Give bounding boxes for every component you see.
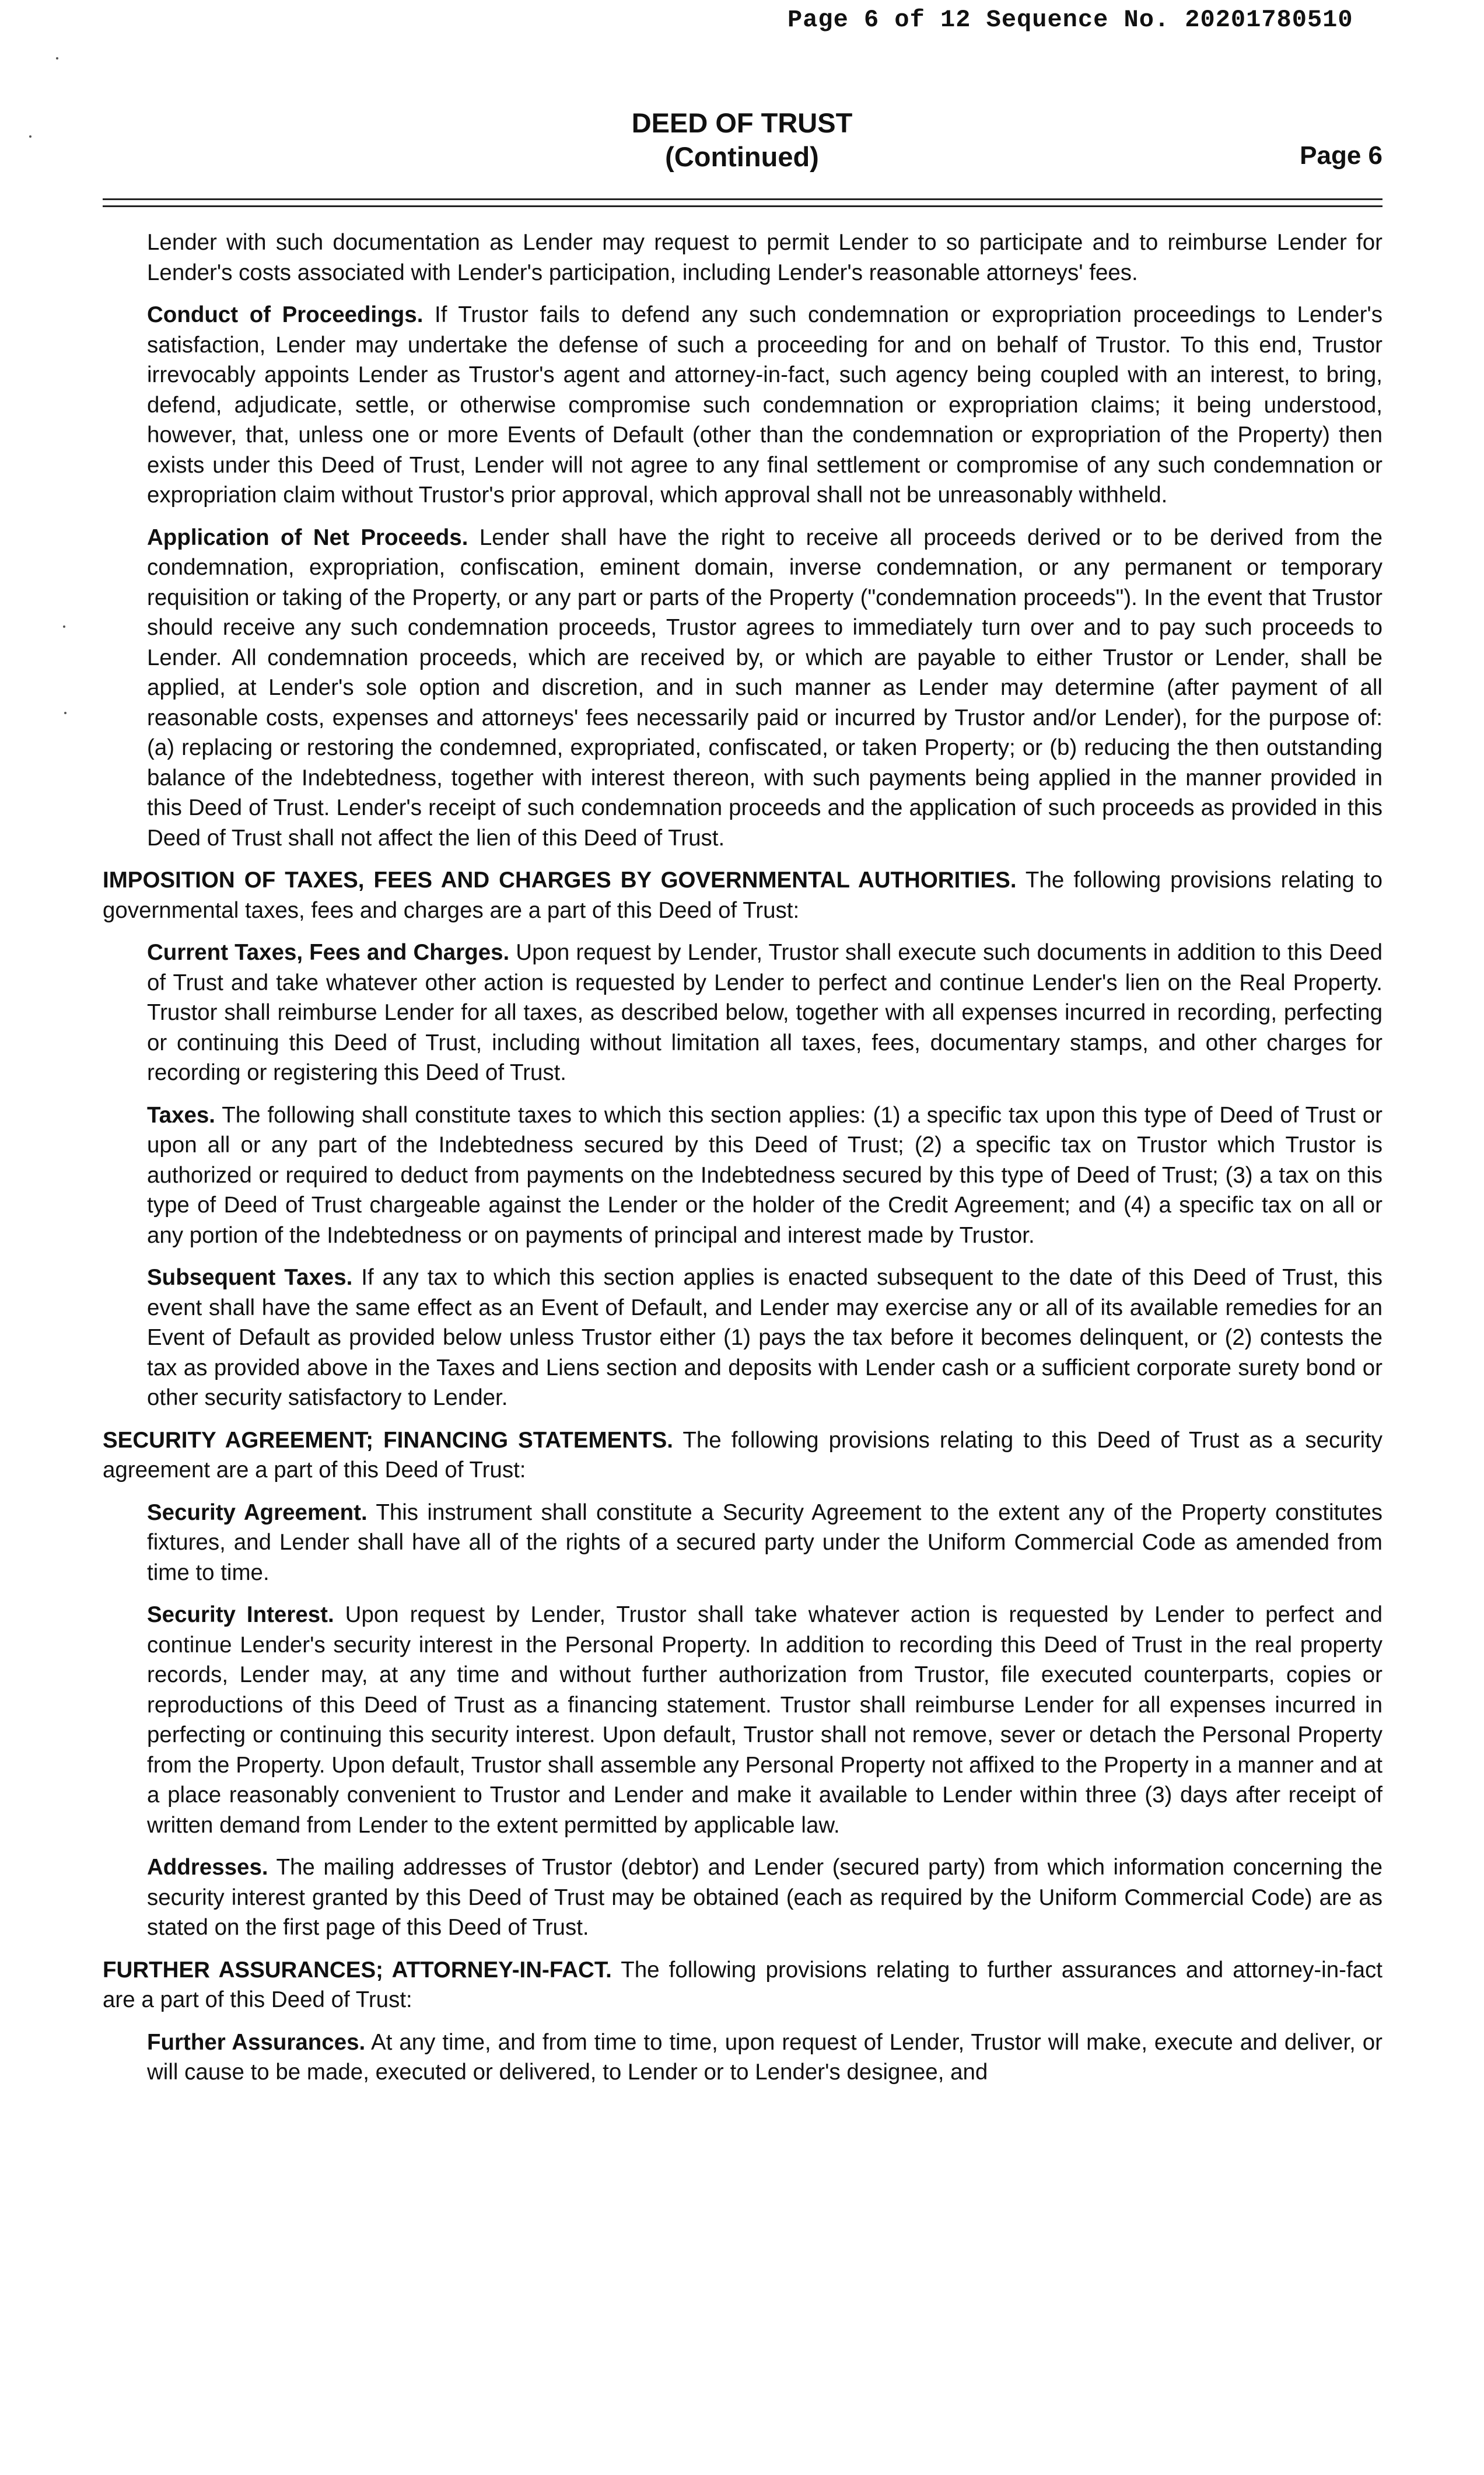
section-intro-text: The following provisions relating to further assurances and attorney-in-fact are a part of this Deed of Trust:: [103, 1957, 1382, 2012]
paragraph-text: The following shall constitute taxes to which this section applies: (1) a specific tax upon this type of Deed of Trust or upon all or any part of the Indebtedness secured by this Deed of Trust; (2) a specific tax on Trustor which Trustor is authorized or required to deduct from payments on the Indebtedness secured by this type of Deed of Trust; (3) a tax on this type of Deed of Trust chargeable against the Lender or the holder of the Credit Agreement; and (4) a specific tax on all or any portion of the Indebtedness or on payments of principal and interest made by Trustor.: [147, 1102, 1382, 1248]
paragraph-addresses: [103, 1852, 1382, 1943]
paragraph-conduct-of-proceedings: [103, 300, 1382, 511]
header-rule-bottom: [103, 205, 1382, 207]
document-title: DEED OF TRUST: [631, 107, 853, 138]
paragraph-text: If Trustor fails to defend any such condemnation or expropriation proceedings to Lender's satisfaction, Lender may undertake the defense of such a proceeding for and on behalf of Trustor. To this end, Trustor irrevocably appoints Lender as Trustor's agent and attorney-in-fact, such agency being coupled with an interest, to bring, defend, adjudicate, settle, or otherwise compromise such condemnation or expropriation claims; it being understood, however, that, unless one or more Events of Default (other than the condemnation or expropriation of the Property) then exists under this Deed of Trust, Lender will not agree to any final settlement or compromise of any such condemnation or expropriation claim without Trustor's prior approval, which approval shall not be unreasonably withheld.: [147, 302, 1383, 508]
paragraph-heading: Taxes.: [147, 1102, 216, 1128]
paragraph-current-taxes: [103, 938, 1382, 1088]
paragraph-text: This instrument shall constitute a Security Agreement to the extent any of the Property constitutes fixtures, and Lender shall have all of the rights of a secured party under the Uniform Commercial Code as amended from time to time.: [147, 1499, 1382, 1585]
paragraph-security-agreement: [103, 1498, 1382, 1588]
paragraph-heading: Application of Net Proceeds.: [147, 525, 468, 550]
scan-speck: [56, 57, 58, 60]
paragraph-taxes: [103, 1100, 1382, 1251]
scan-speck: [29, 135, 32, 138]
section-further-assurances: [103, 1955, 1382, 2015]
section-intro-text: The following provisions relating to governmental taxes, fees and charges are a part of this Deed of Trust:: [103, 868, 1382, 923]
paragraph-heading: Further Assurances.: [147, 2029, 366, 2055]
paragraph-heading: Subsequent Taxes.: [147, 1265, 353, 1290]
paragraph-heading: Addresses.: [147, 1855, 268, 1880]
paragraph-text: Lender with such documentation as Lender may request to permit Lender to so participate and to reimburse Lender for Lender's costs associated with Lender's participation, including Lender's reasonable attorneys' fees.: [147, 230, 1382, 285]
paragraph-heading: Security Interest.: [147, 1602, 334, 1627]
paragraph-text: Upon request by Lender, Trustor shall take whatever action is requested by Lender to perfect and continue Lender's security interest in the Personal Property. In addition to recording this Deed of Trust in the real property records, Lender may, at any time and without further authorization from Trustor, file executed counterparts, copies or reproductions of this Deed of Trust as a financing statement. Trustor shall reimburse Lender for all expenses incurred in perfecting or continuing this security interest. Upon default, Trustor shall not remove, sever or detach the Personal Property from the Property. Upon default, Trustor shall assemble any Personal Property not affixed to the Property in a manner and at a place reasonably convenient to Trustor and Lender and make it available to Lender within three (3) days after receipt of written demand from Lender to the extent permitted by applicable law.: [147, 1602, 1382, 1838]
paragraph-subsequent-taxes: [103, 1263, 1382, 1413]
header-rule-top: [103, 198, 1382, 200]
document-body: [103, 228, 1382, 2100]
paragraph-application-of-net-proceeds: [103, 523, 1382, 854]
page-sequence-stamp: Page 6 of 12 Sequence No. 20201780510: [788, 6, 1353, 34]
paragraph-heading: Security Agreement.: [147, 1499, 368, 1525]
section-security-agreement: [103, 1425, 1382, 1485]
document-title-block: [0, 106, 1484, 174]
paragraph-heading: Current Taxes, Fees and Charges.: [147, 940, 510, 965]
section-intro-text: The following provisions relating to this Deed of Trust as a security agreement are a part of this Deed of Trust:: [103, 1427, 1382, 1483]
section-heading: SECURITY AGREEMENT; FINANCING STATEMENTS.: [103, 1427, 673, 1453]
paragraph-text: At any time, and from time to time, upon request of Lender, Trustor will make, execute and deliver, or will cause to be made, executed or delivered, to Lender or to Lender's designee, and: [147, 2029, 1382, 2085]
page-number: Page 6: [1300, 141, 1382, 170]
paragraph-further-assurances: [103, 2027, 1382, 2088]
section-imposition-of-taxes: [103, 865, 1382, 925]
scan-speck: [63, 625, 65, 628]
paragraph-heading: Conduct of Proceedings.: [147, 302, 424, 327]
paragraph-continuation: [103, 228, 1382, 288]
paragraph-text: If any tax to which this section applies is enacted subsequent to the date of this Deed of Trust, this event shall have the same effect as an Event of Default, and Lender may exercise any or all of its available remedies for an Event of Default as provided below unless Trustor either (1) pays the tax before it becomes delinquent, or (2) contests the tax as provided above in the Taxes and Liens section and deposits with Lender cash or a sufficient corporate surety bond or other security satisfactory to Lender.: [147, 1265, 1382, 1410]
section-heading: IMPOSITION OF TAXES, FEES AND CHARGES BY GOVERNMENTAL AUTHORITIES.: [103, 868, 1017, 893]
paragraph-text: Upon request by Lender, Trustor shall execute such documents in addition to this Deed of Trust and take whatever other action is requested by Lender to perfect and continue Lender's lien on the Real Property. Trustor shall reimburse Lender for all taxes, as described below, together with all expenses incurred in recording, perfecting or continuing this Deed of Trust, including without limitation all taxes, fees, documentary stamps, and other charges for recording or registering this Deed of Trust.: [147, 940, 1382, 1085]
paragraph-security-interest: [103, 1600, 1382, 1840]
section-heading: FURTHER ASSURANCES; ATTORNEY-IN-FACT.: [103, 1957, 612, 1983]
paragraph-text: The mailing addresses of Trustor (debtor) and Lender (secured party) from which information concerning the security interest granted by this Deed of Trust may be obtained (each as required by the Uniform Commercial Code) are as stated on the first page of this Deed of Trust.: [147, 1855, 1382, 1940]
paragraph-text: Lender shall have the right to receive all proceeds derived or to be derived from the condemnation, expropriation, confiscation, eminent domain, inverse condemnation, or any permanent or temporary requisition or taking of the Property, or any part or parts of the Property ("condemnation proceeds"). In the event that Trustor should receive any such condemnation proceeds, Trustor agrees to immediately turn over and to pay such proceeds to Lender. All condemnation proceeds, which are received by, or which are payable to either Trustor or Lender, shall be applied, at Lender's sole option and discretion, and in such manner as Lender may determine (after payment of all reasonable costs, expenses and attorneys' fees necessarily paid or incurred by Trustor and/or Lender), for the purpose of: (a) replacing or restoring the condemned, expropriated, confiscated, or taken Property; or (b) reducing the then outstanding balance of the Indebtedness, together with interest thereon, with such payments being applied in the manner provided in this Deed of Trust. Lender's receipt of such condemnation proceeds and the application of such proceeds as provided in this Deed of Trust shall not affect the lien of this Deed of Trust.: [147, 525, 1382, 851]
document-subtitle: (Continued): [665, 141, 819, 172]
scan-speck: [64, 712, 66, 714]
